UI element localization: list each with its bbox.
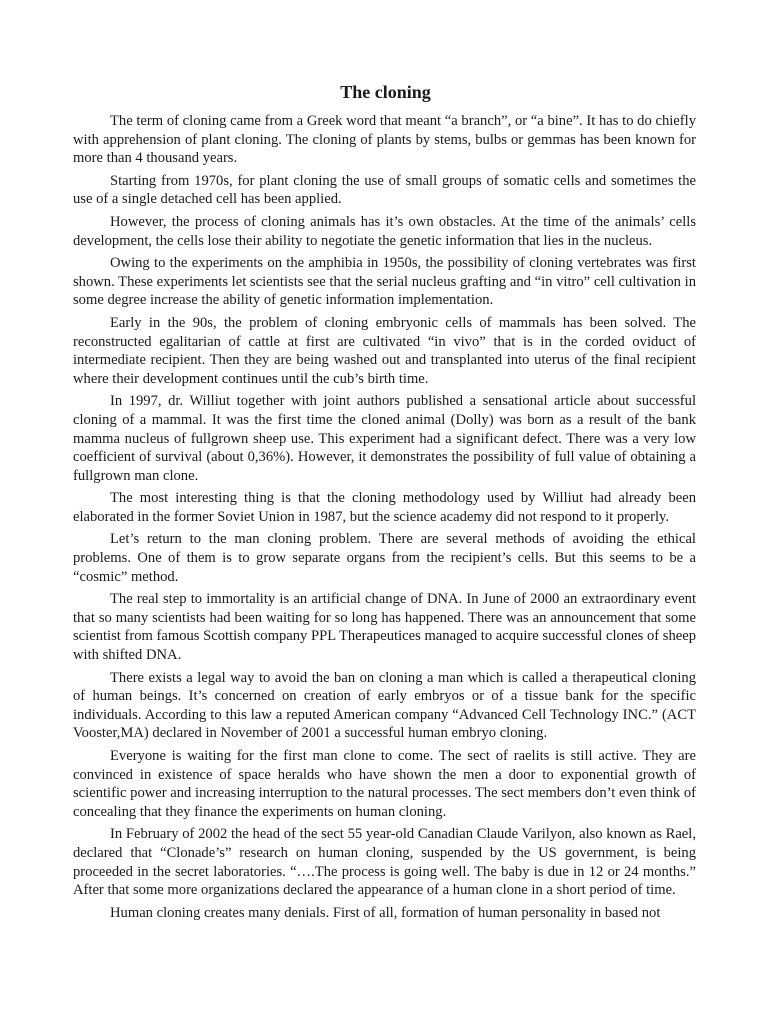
- paragraph-5: Early in the 90s, the problem of cloning embryonic cells of mammals has been solved. The reconstructed egalitarian of cattle at first are cultivated “in vivo” that is in the corded oviduct of intermediate recipient. Then they are being washed out and transplanted into uterus of the final recipient where their development continues until the cub’s birth time.: [73, 314, 696, 387]
- paragraph-2: Starting from 1970s, for plant cloning the use of small groups of somatic cells and sometimes the use of a single detached cell has been applied.: [73, 172, 696, 208]
- paragraph-6: In 1997, dr. Williut together with joint authors published a sensational article about successful cloning of a mammal. It was the first time the cloned animal (Dolly) was born as a result of the bank mamma nucleus of fullgrown sheep use. This experiment had a significant defect. There was a very low coefficient of survival (about 0,36%). However, it demonstrates the possibility of full value of obtaining a fullgrown man clone.: [73, 393, 696, 484]
- paragraph-10: There exists a legal way to avoid the ban on cloning a man which is called a therapeutical cloning of human beings. It’s concerned on creation of early embryos or of a tissue bank for the specific individuals. According to this law a reputed American company “Advanced Cell Technology INC.” (ACT Vooster,MA) declared in November of 2001 a successful human embryo cloning.: [73, 669, 696, 742]
- paragraph-7: The most interesting thing is that the cloning methodology used by Williut had already been elaborated in the former Soviet Union in 1987, but the science academy did not respond to it properly.: [73, 490, 696, 525]
- document-title: The cloning: [340, 82, 431, 102]
- paragraph-11: Everyone is waiting for the first man clone to come. The sect of raelits is still active. They are convinced in existence of space heralds who have shown the men a door to exponential growth of scientific power and increasing interruption to the natural processes. The sect members don’t even think of concealing that they finance the experiments on human cloning.: [73, 748, 696, 820]
- paragraph-8: Let’s return to the man cloning problem. There are several methods of avoiding the ethical problems. One of them is to grow separate organs from the recipient’s cells. But this seems to be a “cosmic” method.: [73, 531, 696, 585]
- document-page: [73, 80, 696, 926]
- paragraph-12: In February of 2002 the head of the sect 55 year-old Canadian Claude Varilyon, also known as Rael, declared that “Clonade’s” research on human cloning, suspended by the US government, is being proceeded in the secret laboratories. “….The process is going well. The baby is due in 12 or 24 months.” After that some more organizations declared the appearance of a human clone in a short period of time.: [73, 826, 696, 899]
- paragraph-1: The term of cloning came from a Greek word that meant “a branch”, or “a bine”. It has to do chiefly with apprehension of plant cloning. The cloning of plants by stems, bulbs or gemmas has been known for more than 4 thousand years.: [73, 113, 696, 167]
- paragraph-4: Owing to the experiments on the amphibia in 1950s, the possibility of cloning vertebrates was first shown. These experiments let scientists see that the serial nucleus grafting and “in vitro” cell cultivation in some degree increase the ability of genetic information implementation.: [73, 255, 696, 309]
- paragraph-9: The real step to immortality is an artificial change of DNA. In June of 2000 an extraordinary event that so many scientists had been waiting for so long has happened. There was an announcement that some scientist from famous Scottish company PPL Therapeutices managed to acquire successful clones of sheep with shifted DNA.: [73, 591, 696, 664]
- paragraph-13: Human cloning creates many denials. First of all, formation of human personality in based not: [110, 904, 661, 921]
- paragraph-3: However, the process of cloning animals has it’s own obstacles. At the time of the animals’ cells development, the cells lose their ability to negotiate the genetic information that lies in the nucleus.: [73, 213, 696, 249]
